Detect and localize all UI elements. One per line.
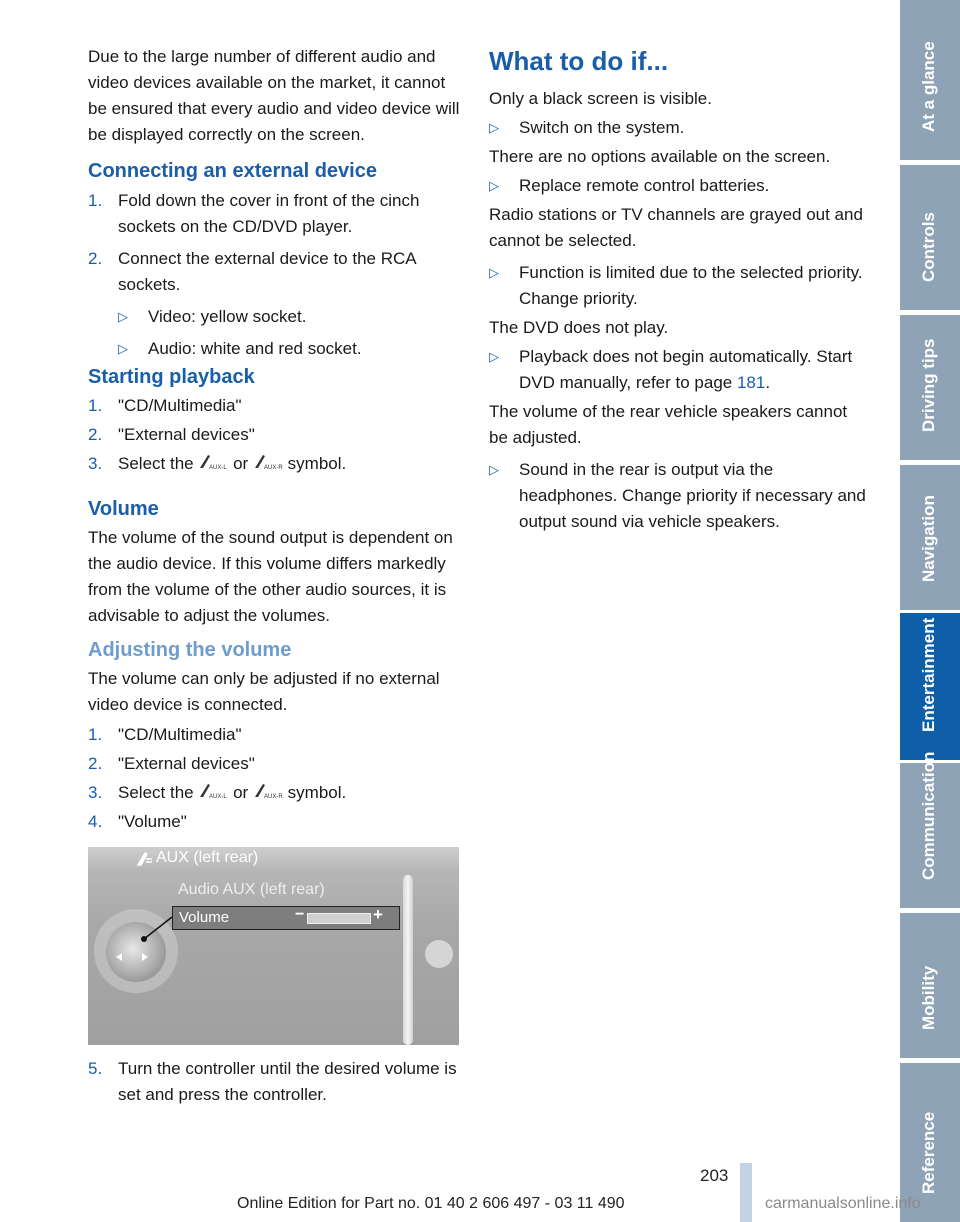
troubleshooting-list: [489, 86, 869, 535]
answer-item: ▷ Function is limited due to the selected priority. Change priority.: [489, 260, 869, 312]
list-item: 2. "External devices": [88, 425, 255, 444]
list-item: 1. "CD/Multimedia": [88, 396, 242, 415]
list-item: 1. "CD/Multimedia": [88, 725, 242, 744]
list-item: 4. "Volume": [88, 812, 187, 831]
answer-item: ▷ Sound in the rear is output via the headphones. Change priority if necessary and output sound via vehicle speakers.: [489, 457, 869, 535]
edition-footer: Online Edition for Part no. 01 40 2 606 497 - 03 11 490: [237, 1195, 625, 1212]
plus-icon: +: [373, 905, 383, 924]
svg-text:AUX-L: AUX-L: [209, 465, 228, 471]
question-text: There are no options available on the screen.: [489, 147, 831, 166]
tab-communication[interactable]: Communication: [900, 763, 960, 908]
playback-steps: [88, 393, 463, 477]
page-link[interactable]: 181: [736, 373, 766, 392]
tab-mobility[interactable]: Mobility: [900, 913, 960, 1058]
question-text: The DVD does not play.: [489, 318, 669, 337]
list-item: 3. Select the AUX-L or AUX-R symbol.: [88, 783, 347, 802]
page-number: 203: [700, 1166, 729, 1185]
tab-at-a-glance[interactable]: At a glance: [900, 0, 960, 160]
playback-heading: Starting playback: [88, 366, 255, 388]
tab-reference[interactable]: Reference: [900, 1063, 960, 1222]
screen-subtitle: Audio AUX (left rear): [178, 881, 325, 898]
volume-label: Volume: [179, 909, 230, 926]
connecting-heading: Connecting an external device: [88, 160, 377, 182]
side-button-icon: [425, 940, 453, 968]
svg-text:AUX-L: AUX-L: [209, 794, 228, 800]
scroll-rail: [403, 875, 413, 1045]
triangle-bullet-icon: ▷: [489, 265, 499, 280]
aux-right-icon: [253, 781, 283, 801]
answer-item: ▷ Replace remote control batteries.: [489, 173, 869, 199]
list-item: 5. Turn the controller until the desired volume is set and press the controller.: [88, 1059, 457, 1104]
aux-right-icon: [253, 452, 283, 472]
adjusting-heading: Adjusting the volume: [88, 639, 292, 661]
triangle-bullet-icon: ▷: [118, 309, 128, 324]
list-item: 3. Select the AUX-L or AUX-R symbol.: [88, 454, 347, 473]
tab-controls[interactable]: Controls: [900, 165, 960, 310]
adjusting-paragraph: The volume can only be adjusted if no external video device is connected.: [88, 669, 440, 714]
idrive-screen-image: [88, 847, 459, 1045]
page-marker: [740, 1163, 752, 1222]
what-to-do-heading: What to do if...: [489, 46, 669, 76]
tab-navigation[interactable]: Navigation: [900, 465, 960, 610]
triangle-bullet-icon: ▷: [118, 341, 128, 356]
step-5: [88, 1056, 463, 1108]
triangle-bullet-icon: ▷: [489, 349, 499, 364]
adjusting-steps: [88, 722, 463, 835]
answer-item: ▷ Playback does not begin automatically. Start DVD manually, refer to page 181.: [489, 344, 869, 396]
tab-entertainment[interactable]: Entertainment: [900, 613, 960, 760]
triangle-bullet-icon: ▷: [489, 462, 499, 477]
intro-paragraph: Due to the large number of different audio and video devices available on the market, it cannot be ensured that every audio and video device will be displayed correctly on the screen.: [88, 47, 460, 144]
question-text: The volume of the rear vehicle speakers cannot be adjusted.: [489, 402, 848, 447]
list-item: 1. Fold down the cover in front of the cinch sockets on the CD/DVD player.: [88, 191, 420, 236]
triangle-bullet-icon: ▷: [489, 178, 499, 193]
aux-left-icon: [198, 452, 228, 472]
svg-text:AUX-R: AUX-R: [263, 794, 283, 800]
connecting-steps: [88, 188, 463, 362]
question-text: Only a black screen is visible.: [489, 89, 712, 108]
screen-title: AUX (left rear): [156, 849, 259, 866]
aux-left-icon: [198, 781, 228, 801]
list-item: 2. "External devices": [88, 754, 255, 773]
triangle-bullet-icon: ▷: [489, 120, 499, 135]
answer-item: ▷ Switch on the system.: [489, 115, 869, 141]
bullet-item: ▷ Audio: white and red socket.: [118, 336, 463, 362]
svg-text:AUX-R: AUX-R: [263, 465, 283, 471]
question-text: Radio stations or TV channels are grayed out and cannot be selected.: [489, 205, 863, 250]
volume-heading: Volume: [88, 498, 159, 520]
minus-icon: −: [295, 906, 305, 923]
watermark-text: carmanualsonline.info: [765, 1195, 921, 1212]
list-item: 2. Connect the external device to the RCA sockets.: [88, 249, 416, 294]
bullet-item: ▷ Video: yellow socket.: [118, 304, 463, 330]
chapter-tabs: [900, 0, 960, 1222]
volume-slider: [307, 913, 371, 924]
volume-row: [172, 906, 400, 930]
volume-paragraph: The volume of the sound output is dependent on the audio device. If this volume differs markedly from the volume of the other audio sources, it is advisable to adjust the volumes.: [88, 528, 453, 625]
tab-driving-tips[interactable]: Driving tips: [900, 315, 960, 460]
